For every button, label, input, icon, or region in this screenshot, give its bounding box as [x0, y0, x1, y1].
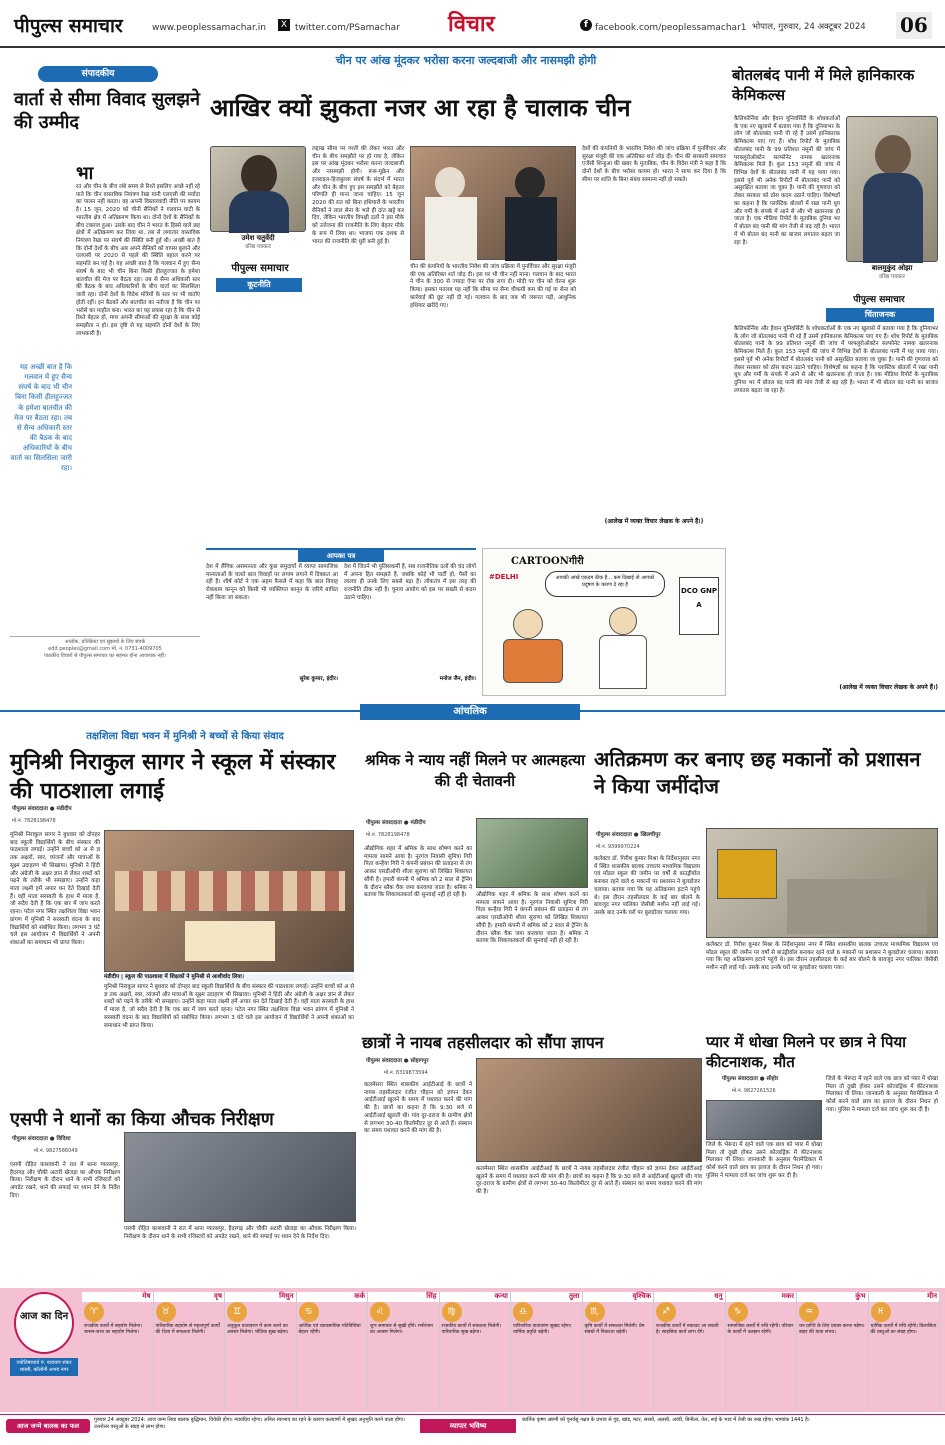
editorial-body: रत और चीन के बीच लंबे समय से रिश्ते इसलिए अच्छे नहीं रहे पाते कि चीन वास्तविक नियंत्रण रेखा यानी एलएसी की मर्यादा का पालन नहीं करता। वह अपनी विस्तारवादी नीति पर कायम है। 15 जून, 2020 को चीनी सैनिकों ने गलवान घाटी के भारतीय क्षेत्र में अतिक्रमण किया था। दोनों देशों के सैनिकों के बीच टकराव हुआ। उसके बाद चीन ने भारत के हिस्से वाले छह क्षेत्रों में अतिक्रमण कर लिया था, तब से लगातार वास्तविक नियंत्रण रेखा पर संघर्ष की स्थिति बनी हुई थी। अच्छी बात है कि दोनों देशों के बीच अब अपने सैनिकों को वापस बुलाने और एलएसी पर 2020 से पहले की स्थिति बहाल करने पर सहमति बन गई है। यह अच्छी बात है कि गलवान में हुए सैन्य संघर्ष के बाद भी चीन बिना किसी हीलहुज्जत के हमेशा बातचीत की मेज पर बैठता रहा। तब से सैन्य अधिकारी स्तर की बैठक के बाद अधिकारियों के बीच वार्ता का सिलसिला जारी रहा। दोनों देशों के विदेश मंत्रियों के स्तर पर भी वार्ताएं होती रहीं। इन बैठकों और बातचीत का नतीजा है कि चीन पर भरोसे का माहौल बना। भारत का यह प्रयास रहा है कि चीन से रिश्ते बेहतर हों, मगर अपनी सीमाओं की सुरक्षा के साथ कोई समझौता न हो। इस दृष्टि से यह सहमति दोनों देशों के लिए लाभकारी है।: [76, 184, 200, 337]
a4-students-photo: [476, 1058, 702, 1162]
x-icon: X: [278, 19, 290, 31]
a3-demolition-photo: [706, 828, 938, 938]
zodiac-name: मिथुन: [225, 1292, 296, 1302]
right-column-name: चिंताजनक: [826, 308, 934, 322]
a5-place: विदिशा: [56, 1136, 71, 1142]
a1-body-left: मुनिश्री निराकुल सागर ने बुधवार को दोपहर बाद स्कूली विद्यार्थियों के बीच संस्कार की पाठशाला लगाई। उन्होंने बच्चों को अ से ज्ञ तक अक्षरों, स्वर, व्यंजनों और मात्राओं के सूक्ष्म उदाहरण भी सिखाया। मुनिश्री ने हिंदी और अंग्रेजी के अक्षर ज्ञान से लेकर शब्दों को पढ़ने के तरीके भी समझाए। उन्होंने कहा माता लक्ष्मी हमें अपार धन देते दिखाई देती हैं। वहीं माता सरस्वती के हाथ में माला है, जो सदैव देती है कि एक बार में जाप करते रहना। पटेल नगर स्थित तक्षशिला विद्या भवन प्रांगण में मुनिश्री ने सरस्वती वंदना के बाद विद्यार्थियों को संबोधित किया। लगभग 3 घंटे चले इस आयोजन में विद्यार्थियों ने अपनी शंकाओं का समाधान भी प्राप्त किया।: [10, 832, 100, 947]
zodiac-name: कुंभ: [797, 1292, 868, 1302]
zodiac-symbol-icon: ♌: [370, 1302, 390, 1322]
zodiac-12: [869, 1292, 941, 1410]
zodiac-name: मकर: [726, 1292, 797, 1302]
a6-headline: प्यार में धोखा मिलने पर छात्र ने पिया कीटनाशक, मौत: [706, 1033, 907, 1072]
a4-place: सोहागपुर: [410, 1058, 429, 1064]
a1-headline: मुनिश्री निराकुल सागर ने स्कूल में संस्कार की पाठशाला लगाई: [10, 749, 336, 804]
zodiac-text: अनुकूल वातावरण में काम करने का अवसर मिलेगा। भौतिक सुख बढ़ेगा।: [227, 1324, 289, 1336]
a4-body-left: कलमेसरा स्थित शासकीय आईटीआई के छात्रों ने नायब तहसीलदार रंजीत चौहान को ज्ञापन देकर आईटीआई खुलने के समय में यथावत करने की मांग की है। छात्रों का कहना है कि 9:30 बजे से आईटीआई खुलती थी। गांव दूर-दराज के ग्रामीण क्षेत्रों से लगभग 30-40 किलोमीटर दूर से आते हैं। संस्थान का समय यथावत करने की मांग की है।: [364, 1082, 472, 1135]
cartoon-label: CARTOONगीरी: [511, 556, 584, 567]
zodiac-text: राजकीय कार्यों में सफलता मिलेगी। पारिवारिक सुख बढ़ेगा।: [441, 1324, 502, 1336]
lead-column-1: लद्दाख सीमा पर गश्ती की लेकर भारत और चीन के बीच समझौते पर हो गया है, लेकिन इस पर आंख मूंदकर भरोसा करना जल्दबाजी और नासमझी होगी। रूस-यूक्रेन और इजराइल-हिजबुल्ला संघर्ष के संदर्भ में भारत और चीन के बीच हुए इस समझौते को बेहतर परिणति ही माना जाना चाहिए। 15 जून 2020 की रात को बिना हथियारों के भारतीय सैनिकों ने लाल सेना के भले ही दांत खट्टे कर दिए, लेकिन भारतीय विपक्षी दलों ने इस मौके को उत्तेजना की राजनीति के लिए बेहतर मौके के रूप में लिया था। भाजपा एक दशक से भारत की राजनीति की धुरी बनी हुई है।: [312, 146, 404, 245]
born-today-label: आज जन्मे बालक का फल: [6, 1419, 90, 1433]
zodiac-symbol-icon: ♉: [156, 1302, 176, 1322]
business-future-text: कार्तिक कृष्ण अष्टमी को पुनर्वसु नक्षत्र के प्रभाव से गुड़, खांड, मटर, सरसों, अलसी, अरंडी, बिनौला, तेल, रूई के भाव में तेजी का रुख रहेगा। भाग्यांक 1441 है।: [522, 1417, 810, 1423]
born-today-text: गुरुवार 24 अक्टूबर 2024: आज जन्म लिया बालक बुद्धिमान, विवेकी होगा। न्यायप्रिय रहेगा। अनिल स्वाभाव का रहने के कारण कल्याणों में सुखद अनुभूति करने वाला होगा। उत्तरोत्तर वस्तुओं के संग्रह से लाभ होगा।: [94, 1417, 405, 1430]
dateline: भोपाल, गुरुवार, 24 अक्टूबर 2024: [752, 22, 866, 32]
zodiac-11: [797, 1292, 869, 1410]
lead-author: उमेश चतुर्वेदी: [241, 234, 275, 242]
regional-label: आंचलिक: [360, 704, 580, 720]
zodiac-name: कन्या: [440, 1292, 511, 1302]
zodiac-6: [440, 1292, 512, 1410]
lead-kicker: चीन पर आंख मूंदकर भरोसा करना जल्दबाजी और नासमझी होगी: [335, 54, 597, 67]
a1-caption: मंडीदीप | स्कूल की पाठशाला में शिक्षकों ने मुनिश्री से आशीर्वाद लिया।: [104, 974, 354, 981]
editorial-label: संपादकीय: [38, 66, 158, 82]
zodiac-text: पारिवारिक सहयोग से महत्वपूर्ण कार्यों की दिशा में सफलता मिलेगी।: [155, 1324, 220, 1336]
a4-bureau-name: पीपुल्स संवाददाता: [366, 1058, 402, 1064]
section-title: विचार: [448, 11, 495, 37]
letter-2: देश में जितने भी पुलिसकर्मी हैं, सब राजनीतिक दलों की चंद लोगों में अपना हित समझते हैं, जबकि कोई भी पार्टी हो, पैसों का लालच ही उनके लिए सबसे बड़ा है। लोकतंत्र में इस तरह की राजनीति ठीक नहीं है। चुनाव आयोग को इस पर सख्ती से कदम उठाने चाहिए।: [344, 564, 476, 601]
zodiac-8: [583, 1292, 655, 1410]
zodiac-4: [297, 1292, 369, 1410]
a4-mobile: मो.नं. 8319873594: [384, 1070, 428, 1076]
a4-body-right: कलमेसरा स्थित शासकीय आईटीआई के छात्रों ने नायब तहसीलदार रंजीत चौहान को ज्ञापन देकर आईटीआई खुलने के समय में यथावत करने की मांग की है। छात्रों का कहना है कि 9:30 बजे से आईटीआई खुलती थी। गांव दूर-दराज के ग्रामीण क्षेत्रों से लगभग 30-40 किलोमीटर दूर से आते हैं। संस्थान का समय यथावत करने की मांग की है।: [476, 1166, 702, 1196]
editorial: [10, 56, 200, 696]
a4-bureau: पीपुल्स संवाददाता ● सोहागपुर: [366, 1058, 429, 1064]
patient-figure: [513, 609, 543, 639]
letter-1: देश में लैंगिक असमानता और कुछ समुदायों में व्याप्त सामाजिक मान्यताओं के चलते बाल विवाहों पर लगाम लगाने में दिक्कत आ रही है। शीर्ष कोर्ट ने एक अहम फैसले में कहा कि बाल विवाह रोकथाम कानून को किसी भी व्यक्तिगत कानून के जरिये बाधित नहीं किया जा सकता।: [206, 564, 338, 601]
zodiac-text: आर्थिक एवं व्यावसायिक गतिविधियां बेहतर रहेंगी।: [298, 1324, 361, 1336]
zodiac-text: राजकीय कार्यों में रुकावट आ सकती है। साहसिक कार्य लाभ देंगे।: [656, 1324, 719, 1336]
a3-headline: अतिक्रमण कर बनाए छह मकानों को प्रशासन ने किया जमींदोज: [594, 747, 921, 798]
doctor-coat: [599, 635, 647, 689]
zodiac-symbol-icon: ♎: [513, 1302, 533, 1322]
a2-mobile: मो.नं. 7828198478: [366, 832, 410, 838]
zodiac-name: तुला: [511, 1292, 582, 1302]
a3-place: खिलचीपुर: [640, 832, 661, 838]
a3-body-right: कलेक्टर डॉ. गिरीश कुमार मिश्रा के निर्देशानुसार नगर में स्थित शासकीय बालक उच्चतर माध्यमिक विद्यालय एवं मॉडल स्कूल की जमीन पर वर्षों से बाउंड्रीवॉल बनाकर रहने वाले 6 मकानों पर प्रशासन ने बुलडोजर चलाया। बताया गया कि यह अतिक्रमण हटाने पहुंचे थे। इस दौरान तहसीलदार के कई बार बोलने के बावजूद नगर पालिका जेसीबी मशीन नहीं लाई गई। उसके बाद उनके घरों पर बुलडोजर चलाया गया।: [706, 942, 938, 972]
a5-bureau-name: पीपुल्स संवाददाता: [12, 1136, 48, 1142]
a6-bureau-name: पीपुल्स संवाददाता: [722, 1076, 758, 1082]
zodiac-2: [154, 1292, 226, 1410]
a3-mobile: मो.नं. 9399970224: [596, 844, 640, 850]
a1-place: मंडीदीप: [56, 806, 72, 812]
letters-title: आपका पत्र: [298, 550, 384, 562]
author-photo: [210, 146, 306, 232]
zodiac-name: धनु: [654, 1292, 725, 1302]
lead-headline: आखिर क्यों झुकता नजर आ रहा है चालाक चीन: [210, 93, 631, 122]
zodiac-symbol-icon: ♏: [585, 1302, 605, 1322]
a2-headline: श्रमिक ने न्याय नहीं मिलने पर आत्महत्या की दी चेतावनी: [365, 751, 585, 790]
zodiac-name: मीन: [869, 1292, 940, 1302]
right-column-logo: पीपुल्स समाचार: [853, 295, 905, 305]
a1-school-photo: [104, 830, 354, 972]
zodiac-name: वृष: [154, 1292, 225, 1302]
column-name: कूटनीति: [216, 278, 302, 292]
leaders-handshake-photo: [410, 146, 576, 260]
editorial-pullquote: यह अच्छी बात है कि गलवान में हुए सैन्य संघर्ष के बाद भी चीन बिना किसी हीलहुज्जत के हमेशा बातचीत की मेज पर बैठता रहा। तब से सैन्य अधिकारी स्तर की बैठक के बाद अधिकारियों के बीच वार्ता का सिलसिला जारी रहा।: [10, 363, 72, 473]
a6-photo: [706, 1100, 822, 1140]
zodiac-1: [82, 1292, 154, 1410]
horoscope-footer: [0, 1414, 945, 1445]
lead-column-2: चीन की कंपनियों के भारतीय निवेश की जांच प्रक्रिया में पुनर्विचार और सुरक्षा मंजूरी की एक अतिरिक्त शर्त जोड़ दी। इस पर भी चीन नहीं माना। गलवान के बाद भारत ने चीन के 300 से ज्यादा ऐप्स पर रोक लगा दी। मोदी पर चीन को घेरना शुरू किया। इसका मतलब यह नहीं कि सीमा पर सैन्य चौकसी कम की गई या सेना को कार्रवाई की छूट नहीं दी गई। गलवान के बाद जब भी जरूरत पड़ी, आधुनिक हथियार खरीदे गए।: [410, 264, 576, 309]
right-body: कैलिफोर्निया और हैवान यूनिवर्सिटी के शोधकर्ताओं के एक नए खुलासे में बताया गया है कि दुनियाभर के लोग जो बोतलबंद पानी पी रहे हैं उसमें हानिकारक केमिकल्स पाए गए हैं। शोध रिपोर्ट के मुताबिक बोतलबंद पानी के 99 प्रतिशत नमूनों की जांच में परफ्लूरोऑक्टेन सल्फोनेट नामक खतरनाक केमिकल्स मिले हैं। कुल 153 नमूनों की जांच में विभिन्न देशों के बोतलबंद पानी में यह पाया गया। इससे पूर्व भी अनेक रिपोर्टों में बोतलबंद पानी को असुरक्षित बताया जा चुका है। पानी की गुणवत्ता को लेकर सरकार को ठोस कदम उठाने चाहिए। विशेषज्ञों का कहना है कि प्लास्टिक बोतलों में रखा पानी धूप और गर्मी के संपर्क में आने से और भी खतरनाक हो जाता है। एक मीडिया रिपोर्ट के मुताबिक दुनिया भर में बोतल बंद पानी की मांग तेजी से बढ़ रही है। भारत में भी बोतल बंद पानी का बाजार लगातार बढ़ता जा रहा है।: [734, 326, 938, 394]
chair-figure: [503, 639, 563, 683]
a2-place: मंडीदीप: [410, 820, 426, 826]
zodiac-symbol-icon: ♈: [84, 1302, 104, 1322]
right-signoff: (आलेख में व्यक्त विचार लेखक के अपने हैं।): [839, 684, 938, 691]
lead-signoff: (आलेख में व्यक्त विचार लेखक के अपने हैं।): [604, 518, 704, 525]
a1-bureau: पीपुल्स संवाददाता ● मंडीदीप: [12, 806, 72, 812]
zodiac-text: शुभ समाचार से सुखी होंगे। मनोरंजन का अवसर मिलेगा।: [370, 1324, 433, 1336]
editorial-credits: आलोक, प्रतिक्रिया एवं सुझावों के लिए संपर्क edit.peoples@gmail.com मो. नं. 0731-4009705 पाठकीय विचारों से पीपुल्स समाचार का सहमत होना आवश्यक नहीं।: [10, 636, 200, 659]
zodiac-9: [654, 1292, 726, 1410]
a1-body-right: मुनिश्री निराकुल सागर ने बुधवार को दोपहर बाद स्कूली विद्यार्थियों के बीच संस्कार की पाठशाला लगाई। उन्होंने बच्चों को अ से ज्ञ तक अक्षरों, स्वर, व्यंजनों और मात्राओं के सूक्ष्म उदाहरण भी सिखाया। मुनिश्री ने हिंदी और अंग्रेजी के अक्षर ज्ञान से लेकर शब्दों को पढ़ने के तरीके भी समझाए। उन्होंने कहा माता लक्ष्मी हमें अपार धन देते दिखाई देती हैं। वहीं माता सरस्वती के हाथ में माला है, जो सदैव देती है कि एक बार में जाप करते रहना। पटेल नगर स्थित तक्षशिला विद्या भवन प्रांगण में मुनिश्री ने सरस्वती वंदना के बाद विद्यार्थियों को संबोधित किया। लगभग 3 घंटे चले इस आयोजन में विद्यार्थियों ने अपनी शंकाओं का समाधान भी प्राप्त किया।: [104, 984, 354, 1029]
zodiac-3: [225, 1292, 297, 1410]
horoscope-astrologer: ज्योतिषाचार्य पं. नारायण शंकर शास्त्री, कॉलोनी अभय नगर: [10, 1358, 78, 1376]
a6-place: सीहोर: [766, 1076, 779, 1082]
a3-bureau-name: पीपुल्स संवाददाता: [596, 832, 632, 838]
zodiac-text: धन प्राप्ति के लिए प्रयास करना पड़ेगा। बाहर की यात्रा संभव।: [799, 1324, 865, 1336]
a2-building-photo: [476, 818, 588, 888]
a5-inspection-photo: [124, 1132, 356, 1222]
facebook-link[interactable]: facebook.com/peoplessamachar1: [595, 23, 747, 33]
zodiac-text: पारिवारिक वातावरण सुखद रहेगा। धार्मिक प्रवृत्ति बढ़ेगी।: [513, 1324, 572, 1336]
zodiac-symbol-icon: ♒: [799, 1302, 819, 1322]
a2-bureau-name: पीपुल्स संवाददाता: [366, 820, 402, 826]
a5-body-left: एसपी रोहित काशवानी ने रात में थाना ग्यारसपुर, हैदरगढ़ और चौकी अटारी खेजड़ा का औचक निरीक्षण किया। निरीक्षण के दौरान थाने के सभी रजिस्टरों को अपडेट रखने, थाने की सफाई पर ध्यान देने के निर्देश दिए।: [10, 1162, 120, 1199]
speech-bubble: आपकी आंखें एकदम ठीक हैं... कम दिखाई तो आपको प्रदूषण के कारण दे रहा है: [545, 571, 665, 597]
a1-kicker: तक्षशिला विद्या भवन में मुनिश्री ने बच्चों से किया संवाद: [86, 731, 284, 742]
right-headline: बोतलबंद पानी में मिले हानिकारक केमिकल्स: [732, 66, 915, 104]
zodiac-7: [511, 1292, 583, 1410]
zodiac-symbol-icon: ♑: [728, 1302, 748, 1322]
column-logo: पीपुल्स समाचार: [231, 263, 289, 274]
masthead-logo: पीपुल्स समाचार: [14, 15, 123, 37]
a5-body-right: एसपी रोहित काशवानी ने रात में थाना ग्यारसपुर, हैदरगढ़ और चौकी अटारी खेजड़ा का औचक निरीक्षण किया। निरीक्षण के दौरान थाने के सभी रजिस्टरों को अपडेट रखने, थाने की सफाई पर ध्यान देने के निर्देश दिए।: [124, 1226, 356, 1240]
zodiac-symbol-icon: ♋: [299, 1302, 319, 1322]
page-number: 06: [896, 12, 932, 39]
masthead: [0, 0, 945, 48]
a3-body-left: कलेक्टर डॉ. गिरीश कुमार मिश्रा के निर्देशानुसार नगर में स्थित शासकीय बालक उच्चतर माध्यमिक विद्यालय एवं मॉडल स्कूल की जमीन पर वर्षों से बाउंड्रीवॉल बनाकर रहने वाले 6 मकानों पर प्रशासन ने बुलडोजर चलाया। बताया गया कि यह अतिक्रमण हटाने पहुंचे थे। इस दौरान तहसीलदार के कई बार बोलने के बावजूद नगर पालिका जेसीबी मशीन नहीं लाई गई। उसके बाद उनके घरों पर बुलडोजर चलाया गया।: [594, 856, 700, 917]
zodiac-symbol-icon: ♓: [871, 1302, 891, 1322]
a2-body-left: औद्योगिक शहर में श्रमिक के साथ शोषण करने का मामला सामने आया है। नूरगंज निवासी सुमित्रा गिरी पिता कन्हैया गिरी ने कंपनी प्रबंधन की प्रताड़ना से तंग आकर एसडीओपी शीला सुराणा को लिखित शिकायत सौंपी है। हमारी कंपनी में श्रमिक को 2 साल से ट्रेनिंग के दौरान ब्लैक चैक जमा करवाया जाता है। श्रमिक ने बताया कि शिकायतकर्ता की सुनवाई नहीं हो रही है।: [364, 846, 472, 899]
zodiac-text: सामाजिक कार्यों में रुचि रहेगी। परिवार के कार्यों में उलझन रहेगी।: [727, 1324, 794, 1336]
a3-bureau: पीपुल्स संवाददाता ● खिलचीपुर: [596, 832, 661, 838]
a4-headline: छात्रों ने नायब तहसीलदार को सौंपा ज्ञापन: [362, 1033, 604, 1052]
letter-2-author: मनोज जैन, इंदौर।: [439, 676, 476, 682]
zodiac-text: धार्मिक कार्यों में रुचि रहेगी। विलासिता की वस्तुओं का संग्रह होगा।: [870, 1324, 937, 1336]
lead-author-role: वरिष्ठ पत्रकार: [245, 244, 271, 250]
a6-body-right: जिले के भेरूंदा में रहने वाले एक छात्र को प्यार में धोखा मिला तो दुखी होकर उसने कोल्डड्रिंक में कीटनाशक मिलाकर पी लिया। जानकारी के अनुसार पैरामेडिकल में कोर्स करने वाले छात्र का इलाज के दौरान निधन हो गया। पुलिस ने मामला दर्ज कर जांच शुरू कर दी है।: [826, 1076, 938, 1113]
right-author-role: वरिष्ठ पत्रकार: [879, 274, 905, 280]
a6-body-left: जिले के भेरूंदा में रहने वाले एक छात्र को प्यार में धोखा मिला तो दुखी होकर उसने कोल्डड्रिंक में कीटनाशक मिलाकर पी लिया। जानकारी के अनुसार पैरामेडिकल में कोर्स करने वाले छात्र का इलाज के दौरान निधन हो गया। पुलिस ने मामला दर्ज कर जांच शुरू कर दी है।: [706, 1142, 822, 1179]
twitter-link[interactable]: twitter.com/PSamachar: [295, 23, 400, 33]
eye-chart: DCO GNPA: [679, 577, 719, 635]
zodiac-name: सिंह: [368, 1292, 439, 1302]
a6-mobile: मो.नं. 9827261526: [732, 1088, 776, 1094]
a5-bureau: पीपुल्स संवाददाता ● विदिशा: [12, 1136, 71, 1142]
zodiac-name: वृश्चिक: [583, 1292, 654, 1302]
a2-bureau: पीपुल्स संवाददाता ● मंडीदीप: [366, 820, 426, 826]
right-body-top: कैलिफोर्निया और हैवान यूनिवर्सिटी के शोधकर्ताओं के एक नए खुलासे में बताया गया है कि दुनियाभर के लोग जो बोतलबंद पानी पी रहे हैं उसमें हानिकारक केमिकल्स पाए गए हैं। शोध रिपोर्ट के मुताबिक बोतलबंद पानी के 99 प्रतिशत नमूनों की जांच में परफ्लूरोऑक्टेन सल्फोनेट नामक खतरनाक केमिकल्स मिले हैं। कुल 153 नमूनों की जांच में विभिन्न देशों के बोतलबंद पानी में यह पाया गया। इससे पूर्व भी अनेक रिपोर्टों में बोतलबंद पानी को असुरक्षित बताया जा चुका है। पानी की गुणवत्ता को लेकर सरकार को ठोस कदम उठाने चाहिए। विशेषज्ञों का कहना है कि प्लास्टिक बोतलों में रखा पानी धूप और गर्मी के संपर्क में आने से और भी खतरनाक हो जाता है। एक मीडिया रिपोर्ट के मुताबिक दुनिया भर में बोतल बंद पानी की मांग तेजी से बढ़ रही है। भारत में भी बोतल बंद पानी का बाजार लगातार बढ़ता जा रहा है।: [734, 116, 840, 246]
zodiac-10: [726, 1292, 798, 1410]
a1-bureau-name: पीपुल्स संवाददाता: [12, 806, 48, 812]
bulldozer-shape: [717, 849, 777, 899]
doctor-figure: [609, 607, 637, 635]
a1-mobile: मो.नं. 7828198478: [12, 818, 56, 824]
zodiac-5: [368, 1292, 440, 1410]
letter-1-author: सुरेश कुमार, इंदौर।: [299, 676, 338, 682]
zodiac-name: मेष: [82, 1292, 153, 1302]
facebook-icon: f: [580, 19, 592, 31]
zodiac-text: राजकीय कार्यों में सहयोग मिलेगा। शासन-सत्ता का सहयोग मिलेगा।: [84, 1324, 143, 1336]
cartoon: [482, 548, 726, 696]
a6-bureau: पीपुल्स संवाददाता ● सीहोर: [722, 1076, 779, 1082]
a5-mobile: मो.नं. 9827586049: [34, 1148, 78, 1154]
business-future-label: व्यापार भविष्य: [420, 1419, 516, 1433]
editorial-headline: वार्ता से सीमा विवाद सुलझने की उम्मीद: [14, 89, 200, 134]
lead-column-3: देशों की कंपनियों के भारतीय निवेश की जांच प्रक्रिया में पुनर्विचार और सुरक्षा मंजूरी की एक अतिरिक्त शर्त जोड़ दी। चीन की सरकारी समाचार एजेंसी शिन्हुआ की खबर के मुताबिक, चीन के विदेश मंत्री ने कहा है कि दोनों देशों के बीच भरोसा कायम हो। भारत ने साफ कर दिया है कि सीमा पर शांति के बिना संबंध सामान्य नहीं हो सकते।: [582, 146, 726, 183]
a5-headline: एसपी ने थानों का किया औचक निरीक्षण: [10, 1109, 274, 1130]
zodiac-name: कर्क: [297, 1292, 368, 1302]
zodiac-symbol-icon: ♐: [656, 1302, 676, 1322]
zodiac-text: कृषि कार्यों में सफलता मिलेगी। प्रेम संबंधों में निकटता बढ़ेगी।: [584, 1324, 645, 1336]
website-link[interactable]: www.peoplessamachar.in: [152, 23, 266, 33]
right-author-photo: [846, 116, 938, 262]
zodiac-symbol-icon: ♊: [227, 1302, 247, 1322]
cartoon-tag: #DELHI: [489, 573, 519, 581]
right-author: बालमुकुंद ओझा: [871, 264, 913, 272]
letters: [206, 548, 476, 696]
a2-body-right: औद्योगिक शहर में श्रमिक के साथ शोषण करने का मामला सामने आया है। नूरगंज निवासी सुमित्रा गिरी पिता कन्हैया गिरी ने कंपनी प्रबंधन की प्रताड़ना से तंग आकर एसडीओपी शीला सुराणा को लिखित शिकायत सौंपी है। हमारी कंपनी में श्रमिक को 2 साल से ट्रेनिंग के दौरान ब्लैक चैक जमा करवाया जाता है। श्रमिक ने बताया कि शिकायतकर्ता की सुनवाई नहीं हो रही है।: [476, 892, 588, 945]
drop-cap: भा: [76, 163, 94, 184]
zodiac-symbol-icon: ♍: [442, 1302, 462, 1322]
horoscope-title: आज का दिन: [14, 1292, 74, 1354]
